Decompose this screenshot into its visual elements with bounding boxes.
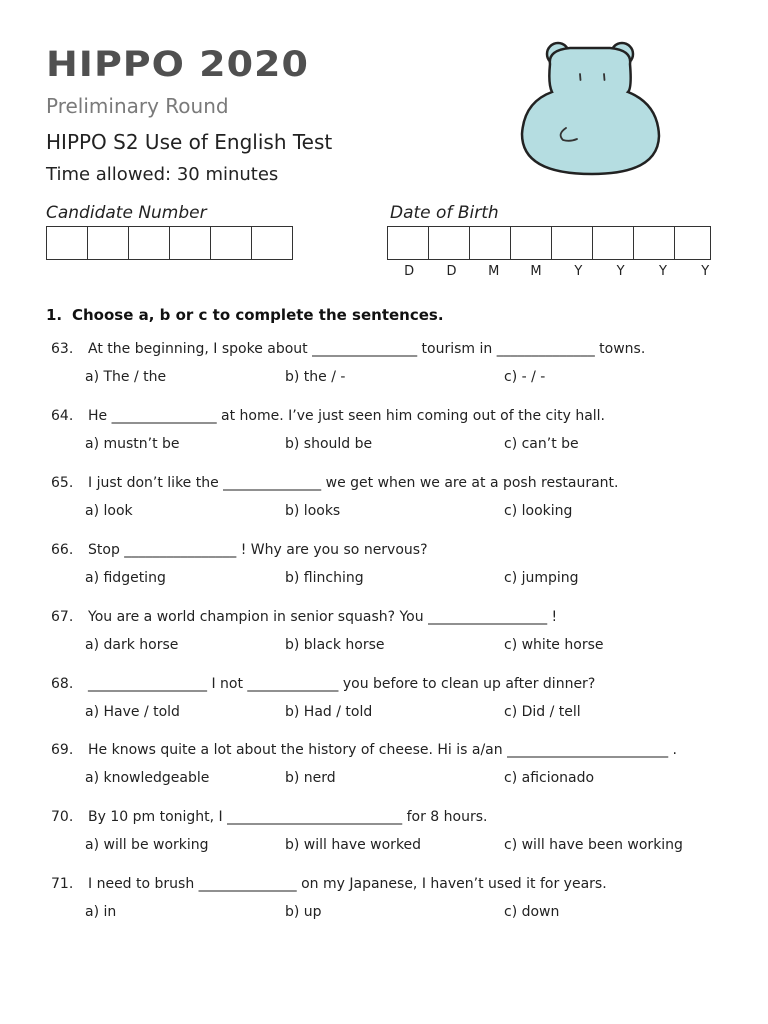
question-text: Stop ________________ ! Why are you so nervous? (88, 542, 428, 558)
candidate-number-box[interactable] (169, 226, 211, 260)
question-number: 66. (51, 542, 74, 558)
time-allowed: Time allowed: 30 minutes (46, 164, 279, 185)
option-c[interactable]: c) Did / tell (504, 704, 581, 720)
dob-format-letter: D (404, 264, 415, 279)
option-b[interactable]: b) up (285, 904, 322, 920)
candidate-number-boxes[interactable] (46, 226, 292, 260)
date-of-birth-box[interactable] (387, 226, 429, 260)
question-number: 71. (51, 876, 74, 892)
question-number: 70. (51, 809, 74, 825)
option-b[interactable]: b) black horse (285, 637, 385, 653)
option-a[interactable]: a) knowledgeable (85, 770, 210, 786)
option-b[interactable]: b) will have worked (285, 837, 422, 853)
date-of-birth-box[interactable] (428, 226, 470, 260)
question-number: 65. (51, 475, 74, 491)
option-b[interactable]: b) nerd (285, 770, 336, 786)
question-number: 68. (51, 676, 74, 692)
candidate-number-label: Candidate Number (46, 203, 207, 223)
dob-format-letter: Y (701, 264, 710, 279)
test-name: HIPPO S2 Use of English Test (46, 130, 333, 154)
option-a[interactable]: a) in (85, 904, 117, 920)
date-of-birth-box[interactable] (674, 226, 711, 260)
round-subtitle: Preliminary Round (46, 94, 229, 118)
question-number: 64. (51, 408, 74, 424)
page-title: HIPPO 2020 (46, 44, 309, 85)
candidate-number-box[interactable] (210, 226, 252, 260)
question-text: By 10 pm tonight, I _________________________ for 8 hours. (88, 809, 488, 825)
candidate-number-box[interactable] (46, 226, 88, 260)
option-c[interactable]: c) white horse (504, 637, 604, 653)
section-number: 1. (46, 306, 63, 324)
option-a[interactable]: a) The / the (85, 369, 167, 385)
question-number: 67. (51, 609, 74, 625)
question-text: He knows quite a lot about the history of cheese. Hi is a/an _______________________ . (88, 742, 677, 758)
date-of-birth-label: Date of Birth (390, 203, 499, 223)
option-a[interactable]: a) mustn’t be (85, 436, 180, 452)
option-c[interactable]: c) will have been working (504, 837, 683, 853)
date-of-birth-box[interactable] (633, 226, 675, 260)
option-c[interactable]: c) jumping (504, 570, 579, 586)
question-text: He _______________ at home. I’ve just seen him coming out of the city hall. (88, 408, 606, 424)
option-b[interactable]: b) looks (285, 503, 341, 519)
question-number: 69. (51, 742, 74, 758)
dob-format-letter: M (488, 264, 500, 279)
question-text: _________________ I not _____________ you before to clean up after dinner? (88, 676, 596, 692)
question-text: At the beginning, I spoke about _______________ tourism in ______________ towns. (88, 341, 646, 357)
option-a[interactable]: a) dark horse (85, 637, 179, 653)
option-b[interactable]: b) Had / told (285, 704, 373, 720)
candidate-number-box[interactable] (251, 226, 293, 260)
hippo-mascot-icon (510, 36, 670, 186)
option-b[interactable]: b) flinching (285, 570, 364, 586)
dob-format-letter: M (530, 264, 542, 279)
candidate-number-box[interactable] (128, 226, 170, 260)
section-instruction: Choose a, b or c to complete the sentences. (72, 306, 444, 324)
option-a[interactable]: a) look (85, 503, 133, 519)
dob-format-letter: Y (616, 264, 625, 279)
question-text: I just don’t like the ______________ we get when we are at a posh restaurant. (88, 475, 619, 491)
option-c[interactable]: c) aficionado (504, 770, 595, 786)
date-of-birth-box[interactable] (592, 226, 634, 260)
option-a[interactable]: a) Have / told (85, 704, 180, 720)
dob-format-letter: Y (574, 264, 583, 279)
dob-format-letter: D (446, 264, 457, 279)
dob-format-letter: Y (658, 264, 667, 279)
option-c[interactable]: c) down (504, 904, 560, 920)
option-a[interactable]: a) will be working (85, 837, 209, 853)
date-of-birth-box[interactable] (469, 226, 511, 260)
option-a[interactable]: a) fidgeting (85, 570, 166, 586)
option-b[interactable]: b) should be (285, 436, 373, 452)
question-text: I need to brush ______________ on my Japanese, I haven’t used it for years. (88, 876, 607, 892)
option-c[interactable]: c) looking (504, 503, 573, 519)
date-of-birth-box[interactable] (510, 226, 552, 260)
section-heading (46, 306, 444, 324)
option-b[interactable]: b) the / - (285, 369, 346, 385)
candidate-number-box[interactable] (87, 226, 129, 260)
option-c[interactable]: c) - / - (504, 369, 546, 385)
date-of-birth-boxes[interactable] (387, 226, 710, 260)
option-c[interactable]: c) can’t be (504, 436, 579, 452)
date-of-birth-format (388, 264, 726, 279)
question-text: You are a world champion in senior squash? You _________________ ! (88, 609, 558, 625)
question-number: 63. (51, 341, 74, 357)
date-of-birth-box[interactable] (551, 226, 593, 260)
